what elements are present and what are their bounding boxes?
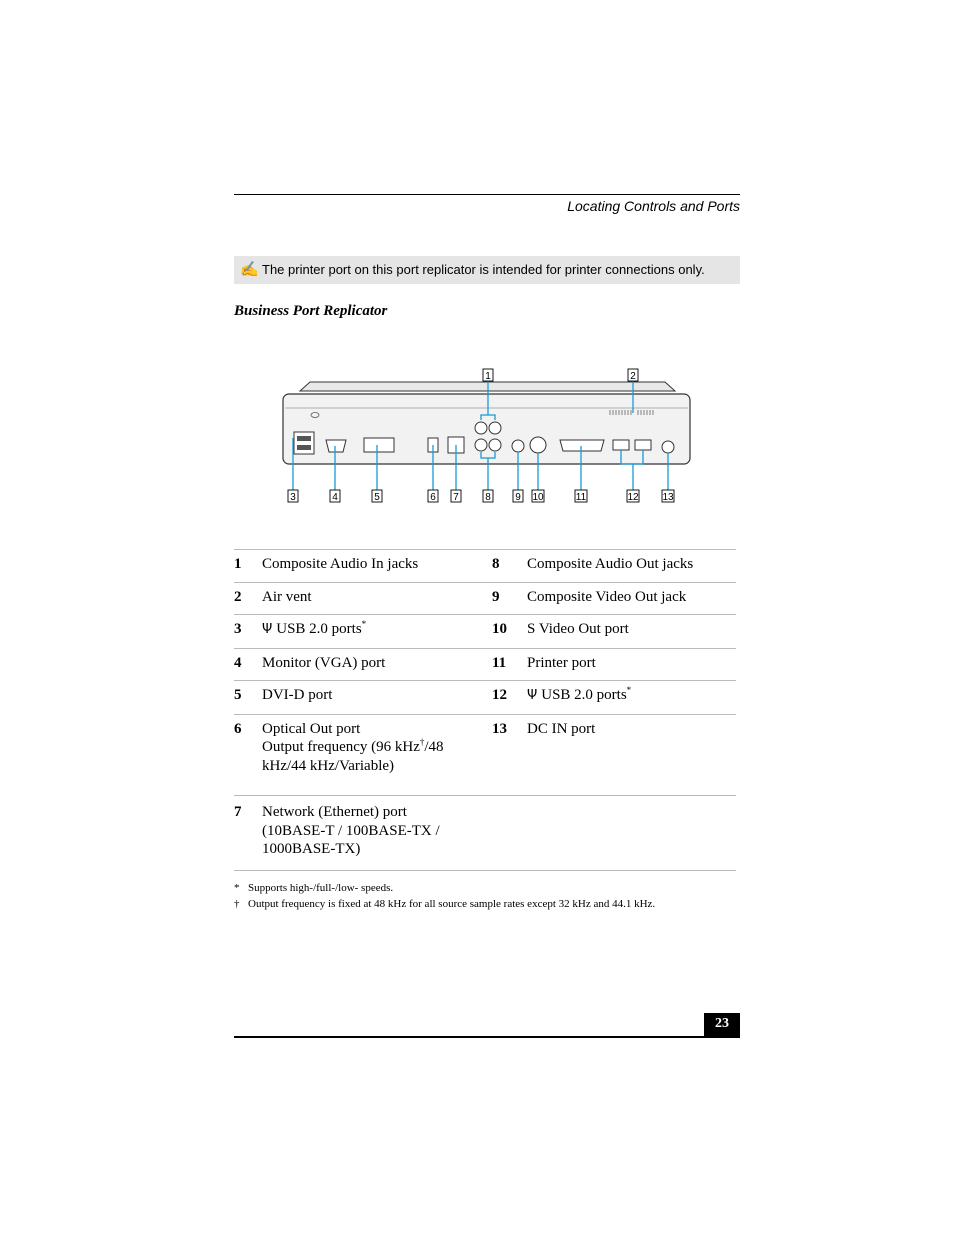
note-box (234, 256, 740, 284)
footnote-mark: † (419, 737, 425, 747)
port-number: 7 (234, 804, 242, 820)
port-number: 9 (492, 588, 500, 605)
table-row (234, 715, 736, 797)
table-row (234, 649, 736, 682)
callout-8: 8 (485, 492, 491, 503)
port-entry-8 (485, 550, 736, 582)
port-desc-line: Optical Out port (262, 720, 361, 737)
port-desc-line: Output frequency (96 kHz†/48 (262, 737, 444, 755)
port-entry-1 (234, 550, 485, 582)
section-title: Locating Controls and Ports (567, 198, 740, 214)
note-text: The printer port on this port replicator is intended for printer connections only. (262, 262, 705, 277)
port-number: 2 (234, 588, 242, 605)
port-desc (527, 686, 736, 706)
footnote (234, 896, 754, 912)
footnotes (234, 880, 754, 912)
port-desc-line: S Video Out port (527, 621, 629, 637)
port-desc (262, 620, 485, 640)
port-entry-6 (234, 715, 485, 796)
port-desc (527, 720, 736, 788)
callout-5: 5 (374, 492, 380, 503)
port-desc (262, 555, 485, 574)
port-desc-line: Composite Audio Out jacks (527, 556, 694, 572)
usb-icon: Ψ (262, 622, 273, 637)
callout-10: 10 (532, 492, 544, 503)
subheading: Business Port Replicator (234, 303, 388, 319)
port-desc-line: DVI-D port (262, 687, 333, 703)
callout-6: 6 (430, 492, 436, 503)
table-row (234, 583, 736, 616)
port-desc-line: (10BASE-T / 100BASE-TX / (262, 822, 440, 839)
table-row (234, 796, 736, 871)
port-entry-10 (485, 615, 736, 648)
page-number: 23 (704, 1013, 740, 1037)
footnote-symbol: † (234, 898, 240, 910)
port-number: 11 (492, 654, 507, 671)
port-number: 8 (492, 556, 500, 572)
port-desc-line: Composite Video Out jack (527, 588, 687, 605)
port-desc (527, 588, 736, 607)
ports-table (234, 549, 736, 871)
port-desc (262, 686, 485, 706)
callout-4: 4 (332, 492, 338, 503)
port-entry-2 (234, 583, 485, 615)
port-number: 12 (492, 687, 507, 703)
port-desc (262, 588, 485, 607)
table-row (234, 615, 736, 649)
callout-1: 1 (485, 371, 491, 382)
callout-9: 9 (515, 492, 521, 503)
port-desc (527, 620, 736, 640)
port-desc-line: DC IN port (527, 720, 596, 737)
callout-3: 3 (290, 492, 296, 503)
footer-rule (234, 1036, 740, 1038)
port-desc (262, 654, 485, 673)
port-desc-line: USB 2.0 ports (276, 621, 362, 637)
port-entry-3 (234, 615, 485, 648)
port-replicator-illustration (270, 360, 710, 510)
port-entry-11 (485, 649, 736, 681)
port-desc (527, 555, 736, 574)
footnote-text: Supports high-/full-/low- speeds. (248, 882, 394, 894)
port-entry-12 (485, 681, 736, 714)
port-desc (262, 803, 485, 859)
port-entry-5 (234, 681, 485, 714)
footnote-mark: * (361, 619, 367, 629)
port-entry-empty (485, 796, 736, 870)
port-number: 3 (234, 621, 242, 637)
port-desc (262, 720, 485, 776)
port-desc-line: kHz/44 kHz/Variable) (262, 757, 395, 774)
pencil-note-icon: ✍ (240, 261, 259, 278)
table-row (234, 681, 736, 715)
port-desc-line: Air vent (262, 588, 312, 605)
port-entry-7 (234, 796, 485, 870)
port-number: 13 (492, 720, 507, 737)
port-desc-line: Network (Ethernet) port (262, 804, 407, 820)
port-number: 6 (234, 720, 242, 737)
port-desc-line: 1000BASE-TX) (262, 841, 361, 857)
port-replicator-diagram (270, 360, 710, 515)
port-number: 1 (234, 556, 242, 572)
callout-13: 13 (662, 492, 674, 503)
port-desc-line: Printer port (527, 654, 596, 671)
port-desc-line: USB 2.0 ports (541, 687, 627, 703)
footnote-text: Output frequency is fixed at 48 kHz for all source sample rates except 32 kHz and 44.1 kHz. (248, 898, 656, 910)
footnote (234, 880, 754, 896)
port-number: 10 (492, 621, 507, 637)
table-row (234, 550, 736, 583)
port-desc (527, 654, 736, 673)
header-rule (234, 194, 740, 195)
port-desc-line: Monitor (VGA) port (262, 654, 386, 671)
callout-7: 7 (453, 492, 459, 503)
usb-icon: Ψ (527, 688, 538, 703)
callout-12: 12 (627, 492, 639, 503)
port-desc-line: Composite Audio In jacks (262, 556, 419, 572)
footnote-mark: * (626, 685, 632, 695)
port-entry-4 (234, 649, 485, 681)
port-number: 5 (234, 687, 242, 703)
port-number: 4 (234, 654, 242, 671)
port-entry-13 (485, 715, 736, 796)
port-entry-9 (485, 583, 736, 615)
footnote-symbol: * (234, 882, 240, 894)
callout-11: 11 (575, 492, 587, 503)
callout-2: 2 (630, 371, 636, 382)
